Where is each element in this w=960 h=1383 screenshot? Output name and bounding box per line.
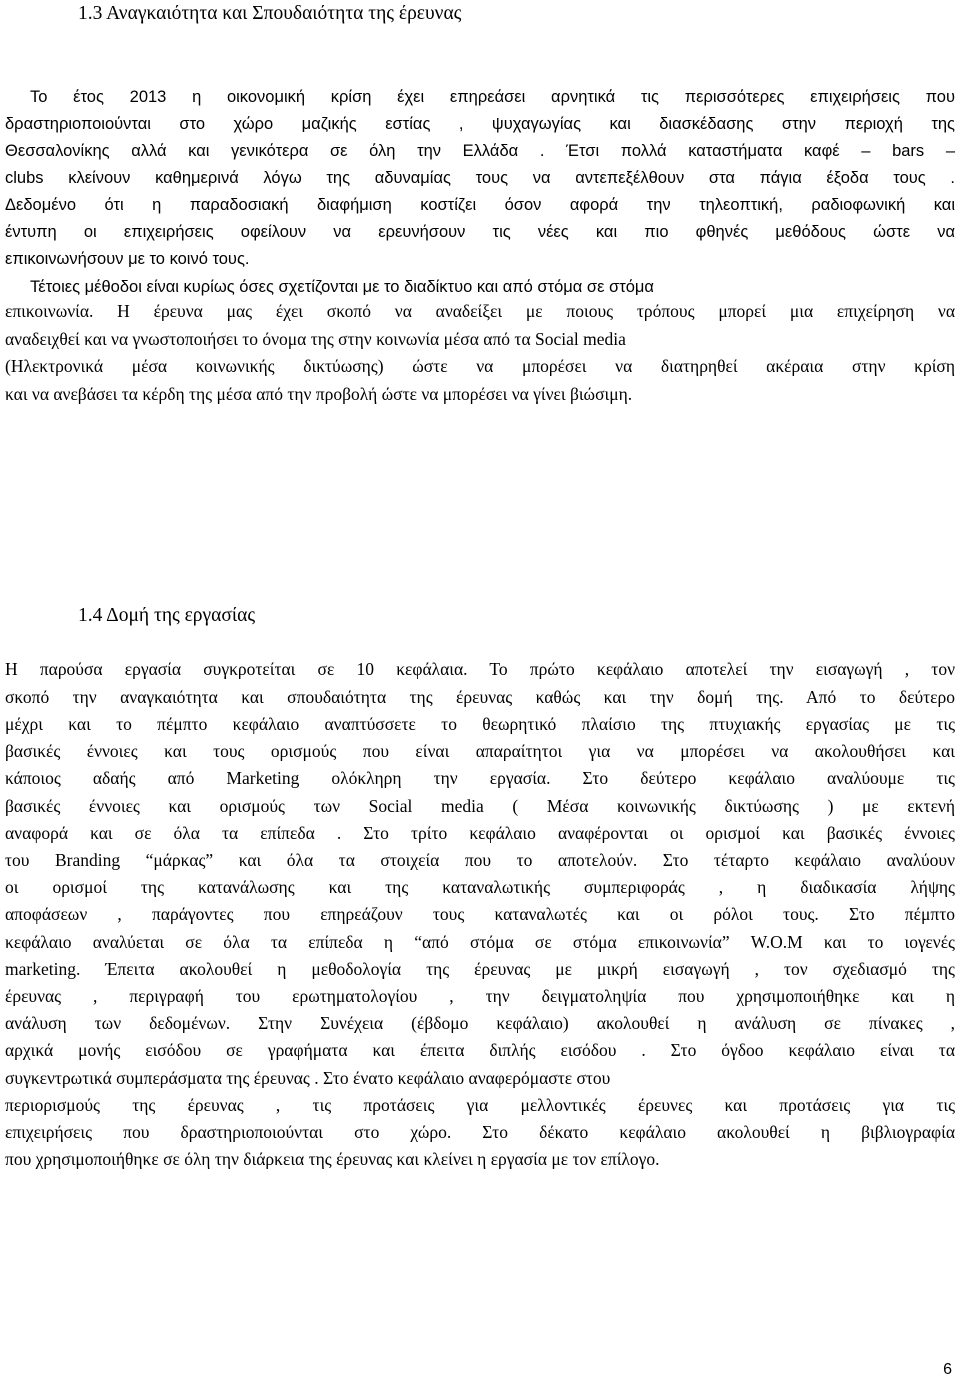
- body-line: ανάλυση των δεδομένων. Στην Συνέχεια (έβδομο κεφάλαιο) ακολουθεί η ανάλυση σε πίνακες ,: [5, 1013, 955, 1033]
- body-line: έντυπη οι επιχειρήσεις οφείλουν να ερευνήσουν τις νέες και πιο φθηνές μεθόδους ώστε να: [5, 223, 955, 241]
- body-line: του Branding “μάρκας” και όλα τα στοιχεία που το αποτελούν. Στο τέταρτο κεφάλαιο αναλύουν: [5, 850, 955, 870]
- body-line: marketing. Έπειτα ακολουθεί η μεθοδολογία της έρευνας με μικρή εισαγωγή , τον σχεδιασμό της: [5, 959, 955, 979]
- body-line: αναδειχθεί και να γνωστοποιήσει το όνομα της στην κοινωνία μέσα από τα Social media: [5, 329, 626, 349]
- body-line: επικοινωνήσουν με το κοινό τους.: [5, 250, 250, 268]
- body-line: δραστηριοποιούνται στο χώρο μαζικής εστίας , ψυχαγωγίας και διασκέδασης στην περιοχή της: [5, 115, 955, 133]
- body-line: βασικές έννοιες και ορισμούς των Social media ( Μέσα κοινωνικής δικτύωσης ) με εκτενή: [5, 796, 955, 816]
- body-line: αποφάσεων , παράγοντες που επηρεάζουν τους καταναλωτές και οι ρόλοι τους. Στο πέμπτο: [5, 904, 955, 924]
- body-line: Το έτος 2013 η οικονομική κρίση έχει επηρεάσει αρνητικά τις περισσότερες επιχειρήσεις που: [30, 88, 955, 106]
- body-line: επιχειρήσεις που δραστηριοποιούνται στο χώρο. Στο δέκατο κεφάλαιο ακολουθεί η βιβλιογραφία: [5, 1122, 955, 1142]
- body-line: κάποιος αδαής από Marketing ολόκληρη την εργασία. Στο δεύτερο κεφάλαιο αναλύουμε τις: [5, 768, 955, 788]
- body-line: αρχικά μονής εισόδου σε γραφήματα και έπειτα διπλής εισόδου . Στο όγδοο κεφάλαιο είναι τα: [5, 1040, 955, 1060]
- section-heading-1-4: 1.4 Δομή της εργασίας: [78, 605, 256, 626]
- body-line: μέχρι και το πέμπτο κεφάλαιο αναπτύσσετε το θεωρητικό πλαίσιο της πτυχιακής εργασίας με τις: [5, 714, 955, 734]
- body-line: βασικές έννοιες και τους ορισμούς που είναι απαραίτητοι για να μπορέσει να ακολουθήσει και: [5, 741, 955, 761]
- body-line: επικοινωνία. Η έρευνα μας έχει σκοπό να αναδείξει με ποιους τρόπους μπορεί μια επιχείρηση να: [5, 301, 955, 321]
- body-line: σκοπό την αναγκαιότητα και σπουδαιότητα της έρευνας καθώς και την δομή της. Από το δεύτερο: [5, 687, 955, 707]
- body-line: έρευνας , περιγραφή του ερωτηματολογίου , την δειγματοληψία που χρησιμοποιήθηκε και η: [5, 986, 955, 1006]
- body-line: clubs κλείνουν καθημερινά λόγω της αδυναμίας τους να αντεπεξέλθουν στα πάγια έξοδα τους .: [5, 169, 955, 187]
- body-line: Η παρούσα εργασία συγκροτείται σε 10 κεφάλαια. Το πρώτο κεφάλαιο αποτελεί την εισαγωγή , τον: [5, 659, 955, 679]
- section-heading-1-3: 1.3 Αναγκαιότητα και Σπουδαιότητα της έρευνας: [78, 3, 462, 24]
- body-line: (Ηλεκτρονικά μέσα κοινωνικής δικτύωσης) ώστε να μπορέσει να διατηρηθεί ακέραια στην κρίση: [5, 356, 955, 376]
- body-line: Τέτοιες μέθοδοι είναι κυρίως όσες σχετίζονται με το διαδίκτυο και από στόμα σε στόμα: [30, 278, 654, 296]
- body-line: συγκεντρωτικά συμπεράσματα της έρευνας . Στο ένατο κεφάλαιο αναφερόμαστε στου: [5, 1068, 611, 1088]
- body-line: οι ορισμοί της κατανάλωσης και της καταναλωτικής συμπεριφοράς , η διαδικασία λήψης: [5, 877, 955, 897]
- body-line: που χρησιμοποιήθηκε σε όλη την διάρκεια της έρευνας και κλείνει η εργασία με τον επίλογο.: [5, 1149, 660, 1169]
- body-line: Θεσσαλονίκης αλλά και γενικότερα σε όλη την Ελλάδα . Έτσι πολλά καταστήματα καφέ – bars –: [5, 142, 955, 160]
- body-line: Δεδομένο ότι η παραδοσιακή διαφήμιση κοστίζει όσον αφορά την τηλεοπτική, ραδιοφωνική και: [5, 196, 955, 214]
- body-line: περιορισμούς της έρευνας , τις προτάσεις για μελλοντικές έρευνες και προτάσεις για τις: [5, 1095, 955, 1115]
- body-line: και να ανεβάσει τα κέρδη της μέσα από την προβολή ώστε να μπορέσει να γίνει βιώσιμη.: [5, 384, 633, 404]
- body-line: αναφορά και σε όλα τα επίπεδα . Στο τρίτο κεφάλαιο αναφέρονται οι ορισμοί και βασικές έννοιες: [5, 823, 955, 843]
- page-number: 6: [943, 1361, 952, 1378]
- body-line: κεφάλαιο αναλύεται σε όλα τα επίπεδα η “από στόμα σε στόμα επικοινωνία” W.O.M και το ιογενές: [5, 932, 955, 952]
